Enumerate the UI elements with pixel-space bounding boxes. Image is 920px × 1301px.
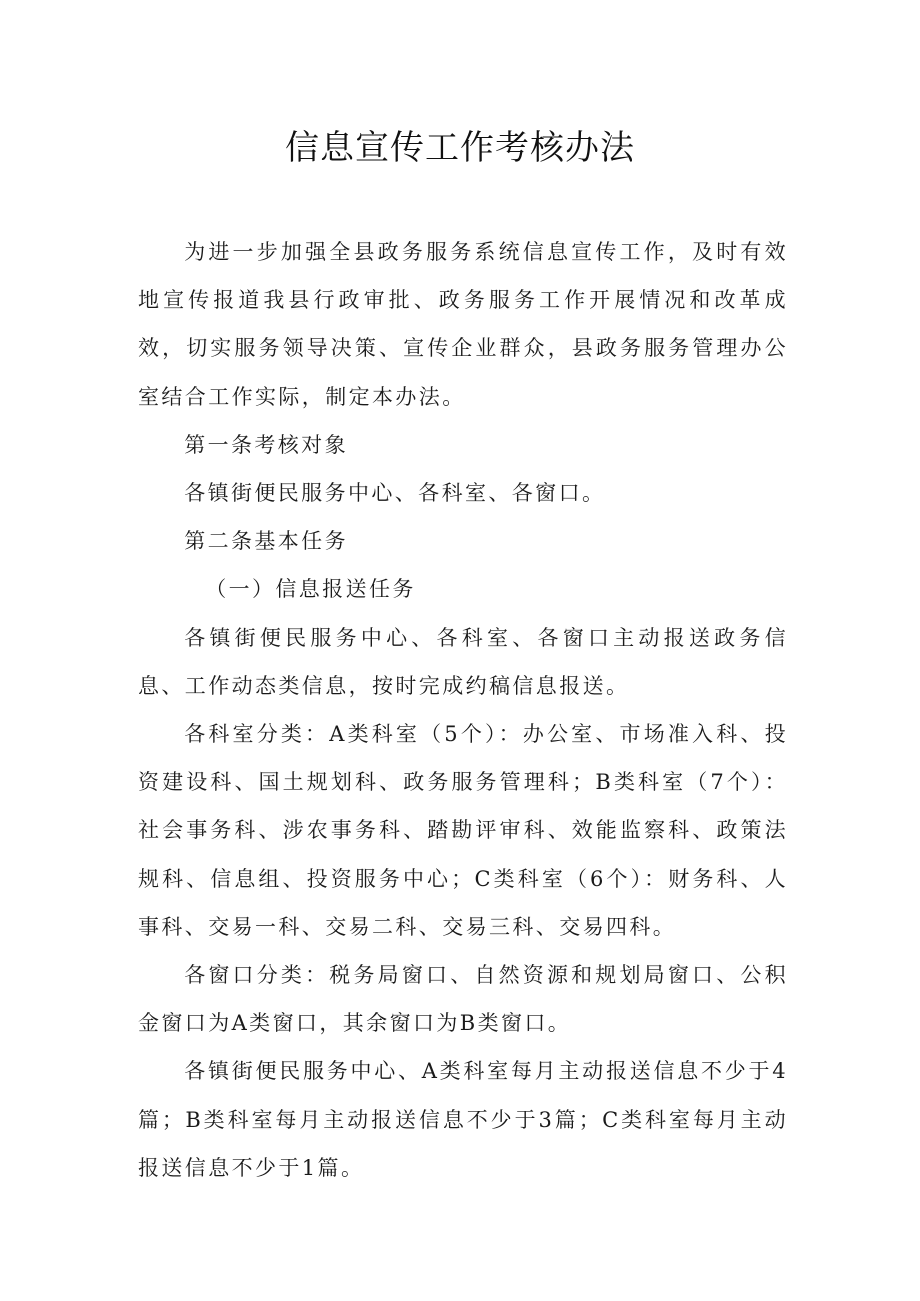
document-title: 信息宣传工作考核办法 [285,128,635,168]
body-paragraph: 各窗口分类：税务局窗口、自然资源和规划局窗口、公积金窗口为A类窗口，其余窗口为B类窗口。 [138,963,788,1036]
body-paragraph: 各镇街便民服务中心、各科室、各窗口。 [184,481,606,506]
section-heading: （一）信息报送任务 [205,577,416,602]
body-paragraph: 各镇街便民服务中心、A类科室每月主动报送信息不少于4篇；B类科室每月主动报送信息不少于3篇；C类科室每月主动报送信息不少于1篇。 [138,1059,788,1180]
intro-paragraph: 为进一步加强全县政务服务系统信息宣传工作，及时有效地宣传报道我县行政审批、政务服务工作开展情况和改革成效，切实服务领导决策、宣传企业群众，县政务服务管理办公室结合工作实际，制定本办法。 [138,240,788,409]
document-body [138,228,788,1192]
body-paragraph: 各科室分类：A类科室（5个）：办公室、市场准入科、投资建设科、国土规划科、政务服务管理科；B类科室（7个）：社会事务科、涉农事务科、踏勘评审科、效能监察科、政策法规科、信息组、投资服务中心；C类科室（6个）：财务科、人事科、交易一科、交易二科、交易三科、交易四科。 [138,722,788,939]
body-paragraph: 各镇街便民服务中心、各科室、各窗口主动报送政务信息、工作动态类信息，按时完成约稿信息报送。 [138,625,788,698]
article-heading: 第二条基本任务 [184,529,348,554]
article-heading: 第一条考核对象 [184,432,348,457]
